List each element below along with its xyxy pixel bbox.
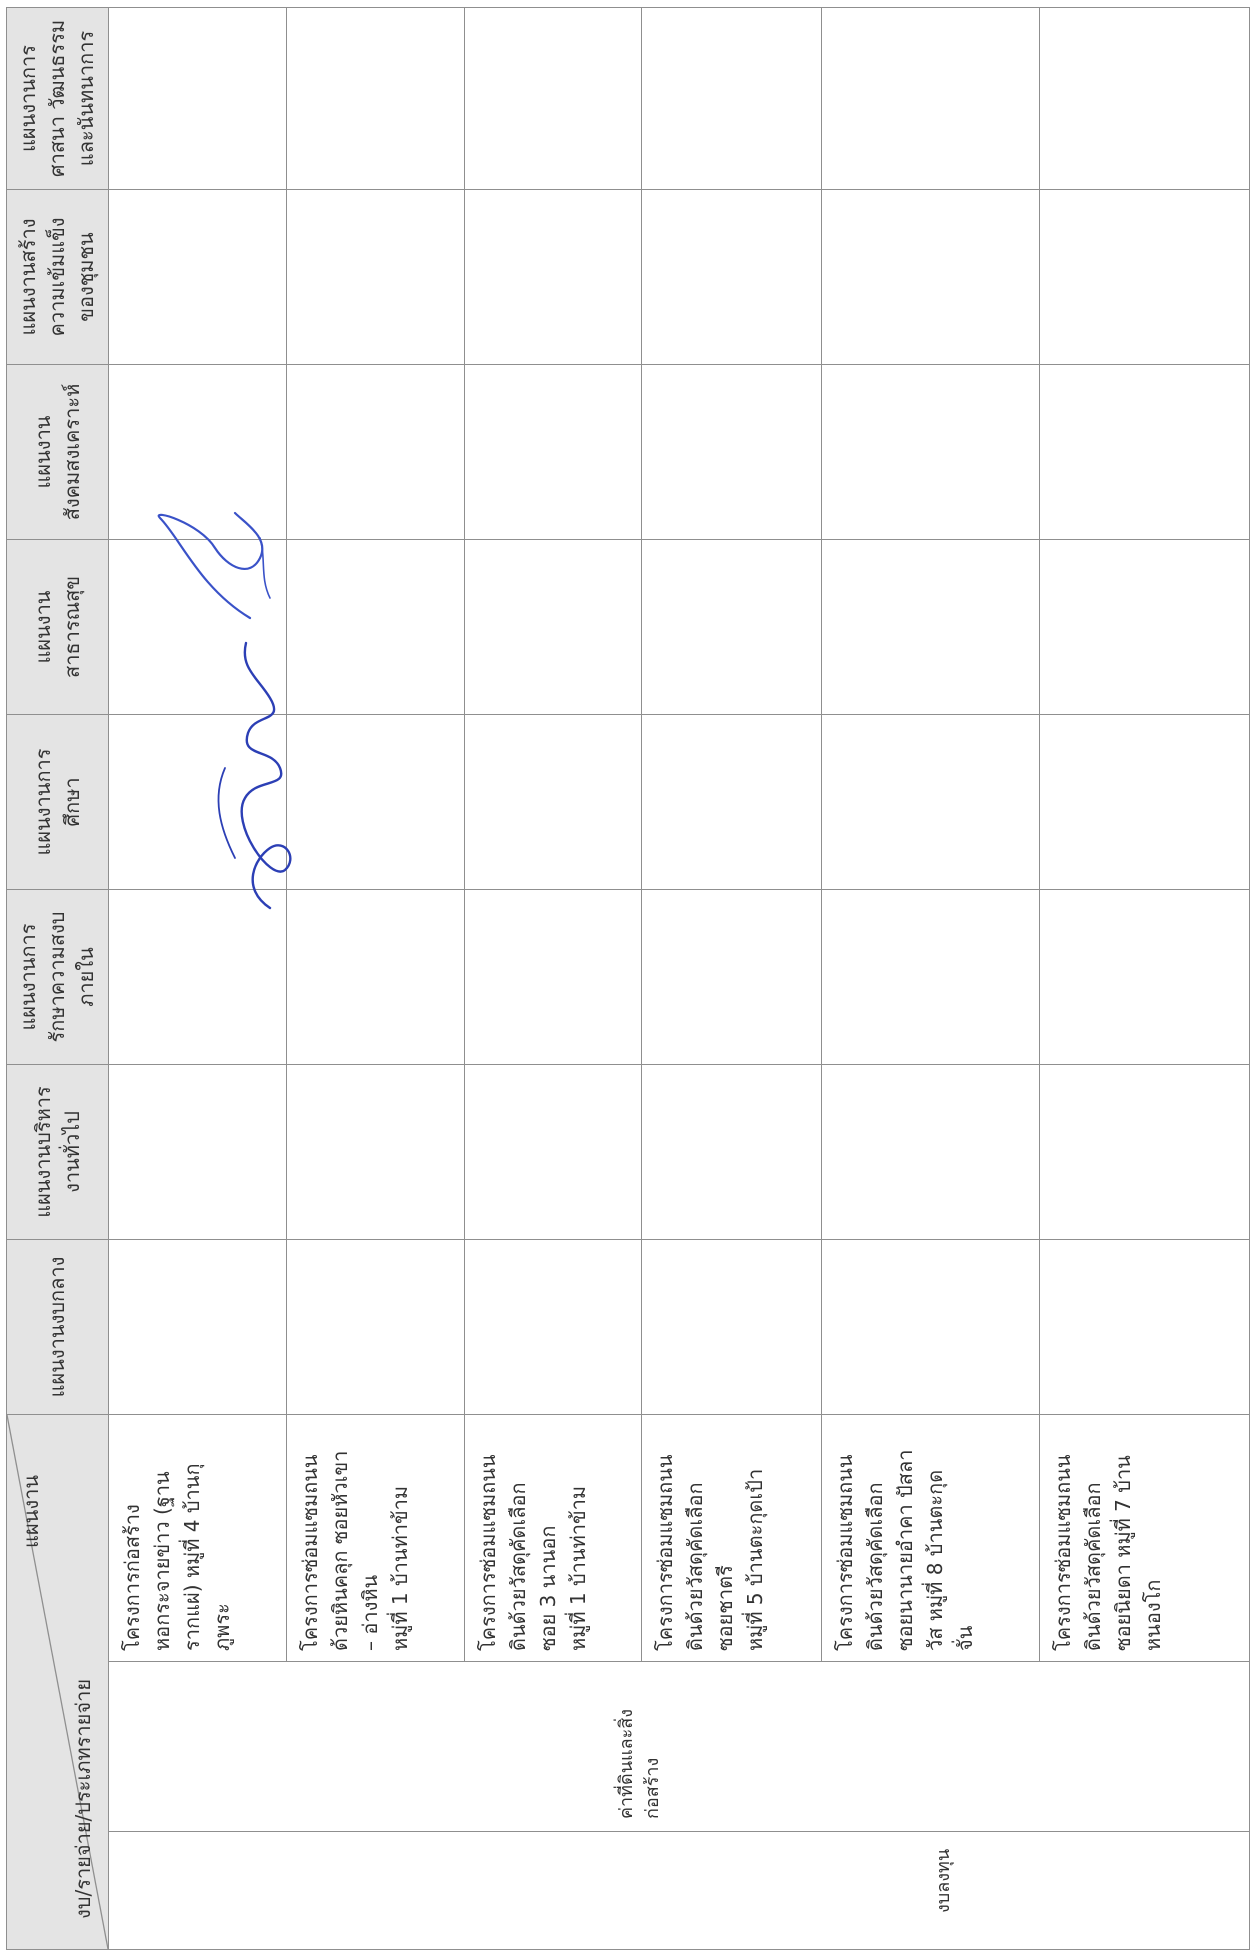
header-corner-cell: [7, 1414, 109, 1949]
plan-cell: [642, 189, 822, 364]
plan-cell: [642, 7, 822, 189]
plan-cell: [465, 7, 642, 189]
plan-cell: [465, 1064, 642, 1239]
plan-cell: [109, 7, 287, 189]
project-cell: [1040, 1414, 1250, 1661]
plan-cell: [822, 889, 1040, 1064]
plan-header-central-fund: แผนงานงบกลาง: [7, 1239, 109, 1414]
plan-cell: [822, 7, 1040, 189]
plan-cell: [287, 189, 465, 364]
project-cell: [465, 1414, 642, 1661]
budget-plan-table: [6, 7, 1250, 1950]
project-name: โครงการซ่อมแซมถนน ด้วยหินคลุก ซอยหัวเขา – อ่างหิน หมู่ที่ 1 บ้านท่าข้าม: [298, 1450, 412, 1651]
corner-label-budget: งบ/รายจ่าย/ประเภทรายจ่าย: [71, 1678, 95, 1919]
plan-header-general-admin: แผนงานบริหารงานทั่วไป: [7, 1064, 109, 1239]
plan-cell: [465, 1239, 642, 1414]
plan-cell: [642, 364, 822, 539]
plan-cell: [465, 714, 642, 889]
plan-cell: [109, 1239, 287, 1414]
plan-header-community-strength: แผนงานสร้างความเข้มแข็งของชุมชน: [7, 189, 109, 364]
plan-cell: [1040, 1064, 1250, 1239]
plan-header-social-welfare: แผนงานสังคมสงเคราะห์: [7, 364, 109, 539]
budget-group-label: งบลงทุน: [933, 1848, 954, 1913]
project-cell: [642, 1414, 822, 1661]
plan-header-religion-culture: แผนงานการศาสนา วัฒนธรรม และนันทนาการ: [7, 7, 109, 189]
plan-cell: [1040, 364, 1250, 539]
handwritten-signature: [120, 498, 310, 918]
plan-cell: [287, 539, 465, 714]
budget-group-cell: [109, 1832, 1250, 1950]
plan-cell: [465, 189, 642, 364]
plan-cell: [287, 364, 465, 539]
expense-type-label: ค่าที่ดินและสิ่งก่อสร้าง: [616, 1708, 664, 1819]
plan-cell: [1040, 7, 1250, 189]
plan-cell: [642, 539, 822, 714]
plan-cell: [287, 889, 465, 1064]
plan-cell: [822, 1239, 1040, 1414]
plan-header-public-health: แผนงานสาธารณสุข: [7, 539, 109, 714]
plan-cell: [465, 889, 642, 1064]
project-name: โครงการซ่อมแซมถนน ดินด้วยวัสดุคัดเลือก ซอยนิยดา หมู่ที่ 7 บ้าน หนองโก: [1051, 1454, 1165, 1651]
plan-cell: [1040, 189, 1250, 364]
plan-cell: [642, 1239, 822, 1414]
project-name: โครงการซ่อมแซมถนน ดินด้วยวัสดุคัดเลือก ซอย 3 นานอก หมู่ที่ 1 บ้านท่าข้าม: [476, 1454, 590, 1651]
plan-header-internal-security: แผนงานการรักษาความสงบภายใน: [7, 889, 109, 1064]
plan-cell: [642, 714, 822, 889]
plan-cell: [822, 364, 1040, 539]
plan-cell: [642, 889, 822, 1064]
plan-cell: [287, 714, 465, 889]
project-cell: [822, 1414, 1040, 1661]
plan-cell: [822, 714, 1040, 889]
expense-type-cell: [109, 1662, 1250, 1832]
plan-cell: [287, 7, 465, 189]
plan-cell: [822, 539, 1040, 714]
project-name: โครงการซ่อมแซมถนน ดินด้วยวัสดุคัดเลือก ซอยชาตรี หมู่ที่ 5 บ้านตะกุดเป้า: [653, 1454, 767, 1651]
plan-cell: [109, 1064, 287, 1239]
plan-cell: [1040, 889, 1250, 1064]
project-name: โครงการซ่อมแซมถนน ดินด้วยวัสดุคัดเลือก ซอยนานายอำคา ปัสลา วัส หมู่ที่ 8 บ้านตะกุด จั่น: [833, 1449, 977, 1651]
plan-cell: [1040, 539, 1250, 714]
project-name: โครงการก่อสร้าง หอกระจายข่าว (ฐาน รากแผ่) หมู่ที่ 4 บ้านกุ ภูพระ: [120, 1463, 234, 1651]
plan-cell: [1040, 1239, 1250, 1414]
plan-cell: [1040, 714, 1250, 889]
plan-cell: [287, 1239, 465, 1414]
plan-cell: [822, 1064, 1040, 1239]
plan-cell: [465, 364, 642, 539]
plan-header-education: แผนงานการศึกษา: [7, 714, 109, 889]
plan-cell: [109, 189, 287, 364]
project-cell: [109, 1414, 287, 1661]
plan-cell: [642, 1064, 822, 1239]
plan-cell: [822, 189, 1040, 364]
plan-cell: [465, 539, 642, 714]
plan-cell: [287, 1064, 465, 1239]
project-cell: [287, 1414, 465, 1661]
corner-label-plan: แผนงาน: [19, 1474, 43, 1548]
